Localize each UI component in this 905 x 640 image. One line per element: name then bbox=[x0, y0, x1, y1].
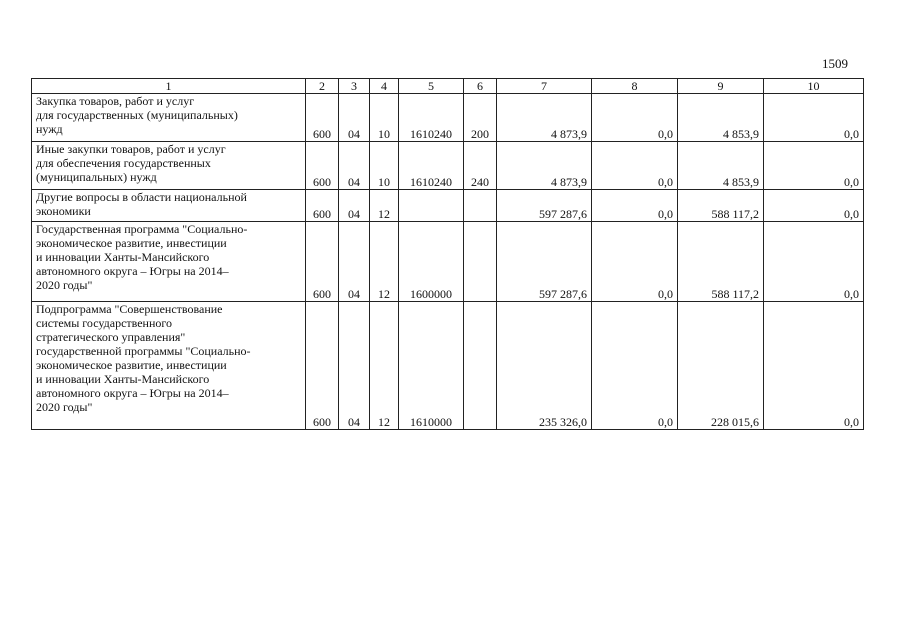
cell-c10: 0,0 bbox=[764, 222, 864, 302]
cell-c3: 04 bbox=[339, 190, 370, 222]
row-name: Государственная программа "Социально- экономическое развитие, инвестиции и инновации Ханты-Мансийского автономного округа – Югры на 2014– 2020 годы" bbox=[32, 222, 306, 302]
cell-c5: 1610240 bbox=[399, 142, 464, 190]
row-name: Иные закупки товаров, работ и услуг для обеспечения государственных (муниципальных) нужд bbox=[32, 142, 306, 190]
row-name: Закупка товаров, работ и услуг для государственных (муниципальных) нужд bbox=[32, 94, 306, 142]
header-row bbox=[32, 79, 864, 94]
page-number: 1509 bbox=[822, 56, 848, 71]
table-header bbox=[32, 79, 864, 94]
cell-c2: 600 bbox=[306, 302, 339, 430]
cell-c4: 10 bbox=[370, 142, 399, 190]
cell-c8: 0,0 bbox=[592, 222, 678, 302]
table-row bbox=[32, 302, 864, 430]
cell-c7: 597 287,6 bbox=[497, 222, 592, 302]
cell-c2: 600 bbox=[306, 222, 339, 302]
cell-c6: 200 bbox=[464, 94, 497, 142]
cell-c9: 588 117,2 bbox=[678, 222, 764, 302]
cell-c10: 0,0 bbox=[764, 142, 864, 190]
cell-c6 bbox=[464, 302, 497, 430]
cell-c7: 4 873,9 bbox=[497, 94, 592, 142]
cell-c6 bbox=[464, 190, 497, 222]
cell-c3: 04 bbox=[339, 94, 370, 142]
cell-c9: 588 117,2 bbox=[678, 190, 764, 222]
cell-c5: 1610240 bbox=[399, 94, 464, 142]
cell-c4: 12 bbox=[370, 302, 399, 430]
cell-c3: 04 bbox=[339, 222, 370, 302]
table-row bbox=[32, 94, 864, 142]
cell-c7: 235 326,0 bbox=[497, 302, 592, 430]
cell-c4: 10 bbox=[370, 94, 399, 142]
row-name: Подпрограмма "Совершенствование системы государственного стратегического управления" государственной программы "Социально- экономическое развитие, инвестиции и инновации Ханты-Мансийского автономного округа – Югры на 2014– 2020 годы" bbox=[32, 302, 306, 430]
column-header: 8 bbox=[592, 79, 678, 94]
column-header: 2 bbox=[306, 79, 339, 94]
cell-c8: 0,0 bbox=[592, 302, 678, 430]
cell-c8: 0,0 bbox=[592, 142, 678, 190]
cell-c6 bbox=[464, 222, 497, 302]
column-header: 9 bbox=[678, 79, 764, 94]
cell-c8: 0,0 bbox=[592, 94, 678, 142]
column-header: 7 bbox=[497, 79, 592, 94]
cell-c2: 600 bbox=[306, 94, 339, 142]
table-row bbox=[32, 190, 864, 222]
cell-c3: 04 bbox=[339, 142, 370, 190]
column-header: 3 bbox=[339, 79, 370, 94]
table-row bbox=[32, 142, 864, 190]
cell-c6: 240 bbox=[464, 142, 497, 190]
row-name: Другие вопросы в области национальной экономики bbox=[32, 190, 306, 222]
cell-c9: 4 853,9 bbox=[678, 94, 764, 142]
cell-c9: 4 853,9 bbox=[678, 142, 764, 190]
cell-c5: 1600000 bbox=[399, 222, 464, 302]
column-header: 4 bbox=[370, 79, 399, 94]
table-body bbox=[32, 94, 864, 430]
cell-c4: 12 bbox=[370, 222, 399, 302]
cell-c5: 1610000 bbox=[399, 302, 464, 430]
cell-c10: 0,0 bbox=[764, 302, 864, 430]
cell-c3: 04 bbox=[339, 302, 370, 430]
cell-c9: 228 015,6 bbox=[678, 302, 764, 430]
cell-c10: 0,0 bbox=[764, 94, 864, 142]
cell-c5 bbox=[399, 190, 464, 222]
cell-c4: 12 bbox=[370, 190, 399, 222]
budget-table bbox=[31, 78, 864, 430]
column-header: 1 bbox=[32, 79, 306, 94]
column-header: 6 bbox=[464, 79, 497, 94]
column-header: 5 bbox=[399, 79, 464, 94]
column-header: 10 bbox=[764, 79, 864, 94]
cell-c7: 597 287,6 bbox=[497, 190, 592, 222]
cell-c2: 600 bbox=[306, 142, 339, 190]
cell-c7: 4 873,9 bbox=[497, 142, 592, 190]
cell-c10: 0,0 bbox=[764, 190, 864, 222]
cell-c8: 0,0 bbox=[592, 190, 678, 222]
table-row bbox=[32, 222, 864, 302]
cell-c2: 600 bbox=[306, 190, 339, 222]
